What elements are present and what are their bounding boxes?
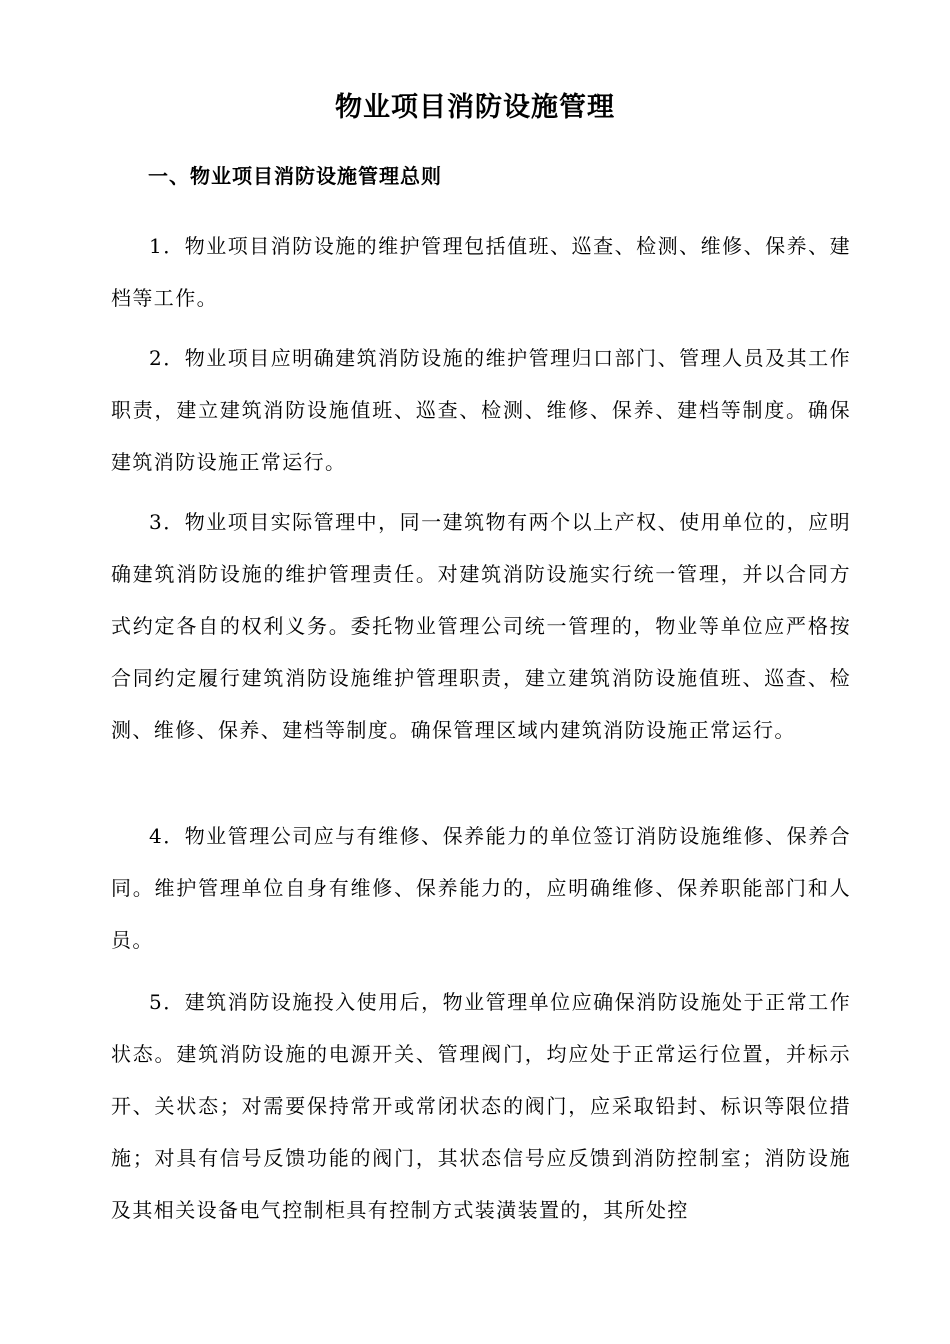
section-heading: 一、物业项目消防设施管理总则 bbox=[148, 164, 442, 188]
document-title: 物业项目消防设施管理 bbox=[335, 92, 615, 123]
paragraph-3: 3．物业项目实际管理中，同一建筑物有两个以上产权、使用单位的，应明确建筑消防设施的维护管理责任。对建筑消防设施实行统一管理，并以合同方式约定各自的权利义务。委托物业管理公司统一管理的，物业等单位应严格按合同约定履行建筑消防设施维护管理职责，建立建筑消防设施值班、巡查、检测、维修、保养、建档等制度。确保管理区域内建筑消防设施正常运行。 bbox=[111, 510, 851, 742]
paragraph-1: 1．物业项目消防设施的维护管理包括值班、巡查、检测、维修、保养、建档等工作。 bbox=[111, 234, 851, 310]
paragraph-5: 5．建筑消防设施投入使用后，物业管理单位应确保消防设施处于正常工作状态。建筑消防设施的电源开关、管理阀门，均应处于正常运行位置，并标示开、关状态；对需要保持常开或常闭状态的阀门，应采取铅封、标识等限位措施；对具有信号反馈功能的阀门，其状态信号应反馈到消防控制室；消防设施及其相关设备电气控制柜具有控制方式装潢装置的，其所处控 bbox=[111, 990, 851, 1222]
paragraph-2: 2．物业项目应明确建筑消防设施的维护管理归口部门、管理人员及其工作职责，建立建筑消防设施值班、巡查、检测、维修、保养、建档等制度。确保建筑消防设施正常运行。 bbox=[111, 346, 851, 474]
paragraph-4: 4．物业管理公司应与有维修、保养能力的单位签订消防设施维修、保养合同。维护管理单位自身有维修、保养能力的，应明确维修、保养职能部门和人员。 bbox=[111, 824, 851, 952]
